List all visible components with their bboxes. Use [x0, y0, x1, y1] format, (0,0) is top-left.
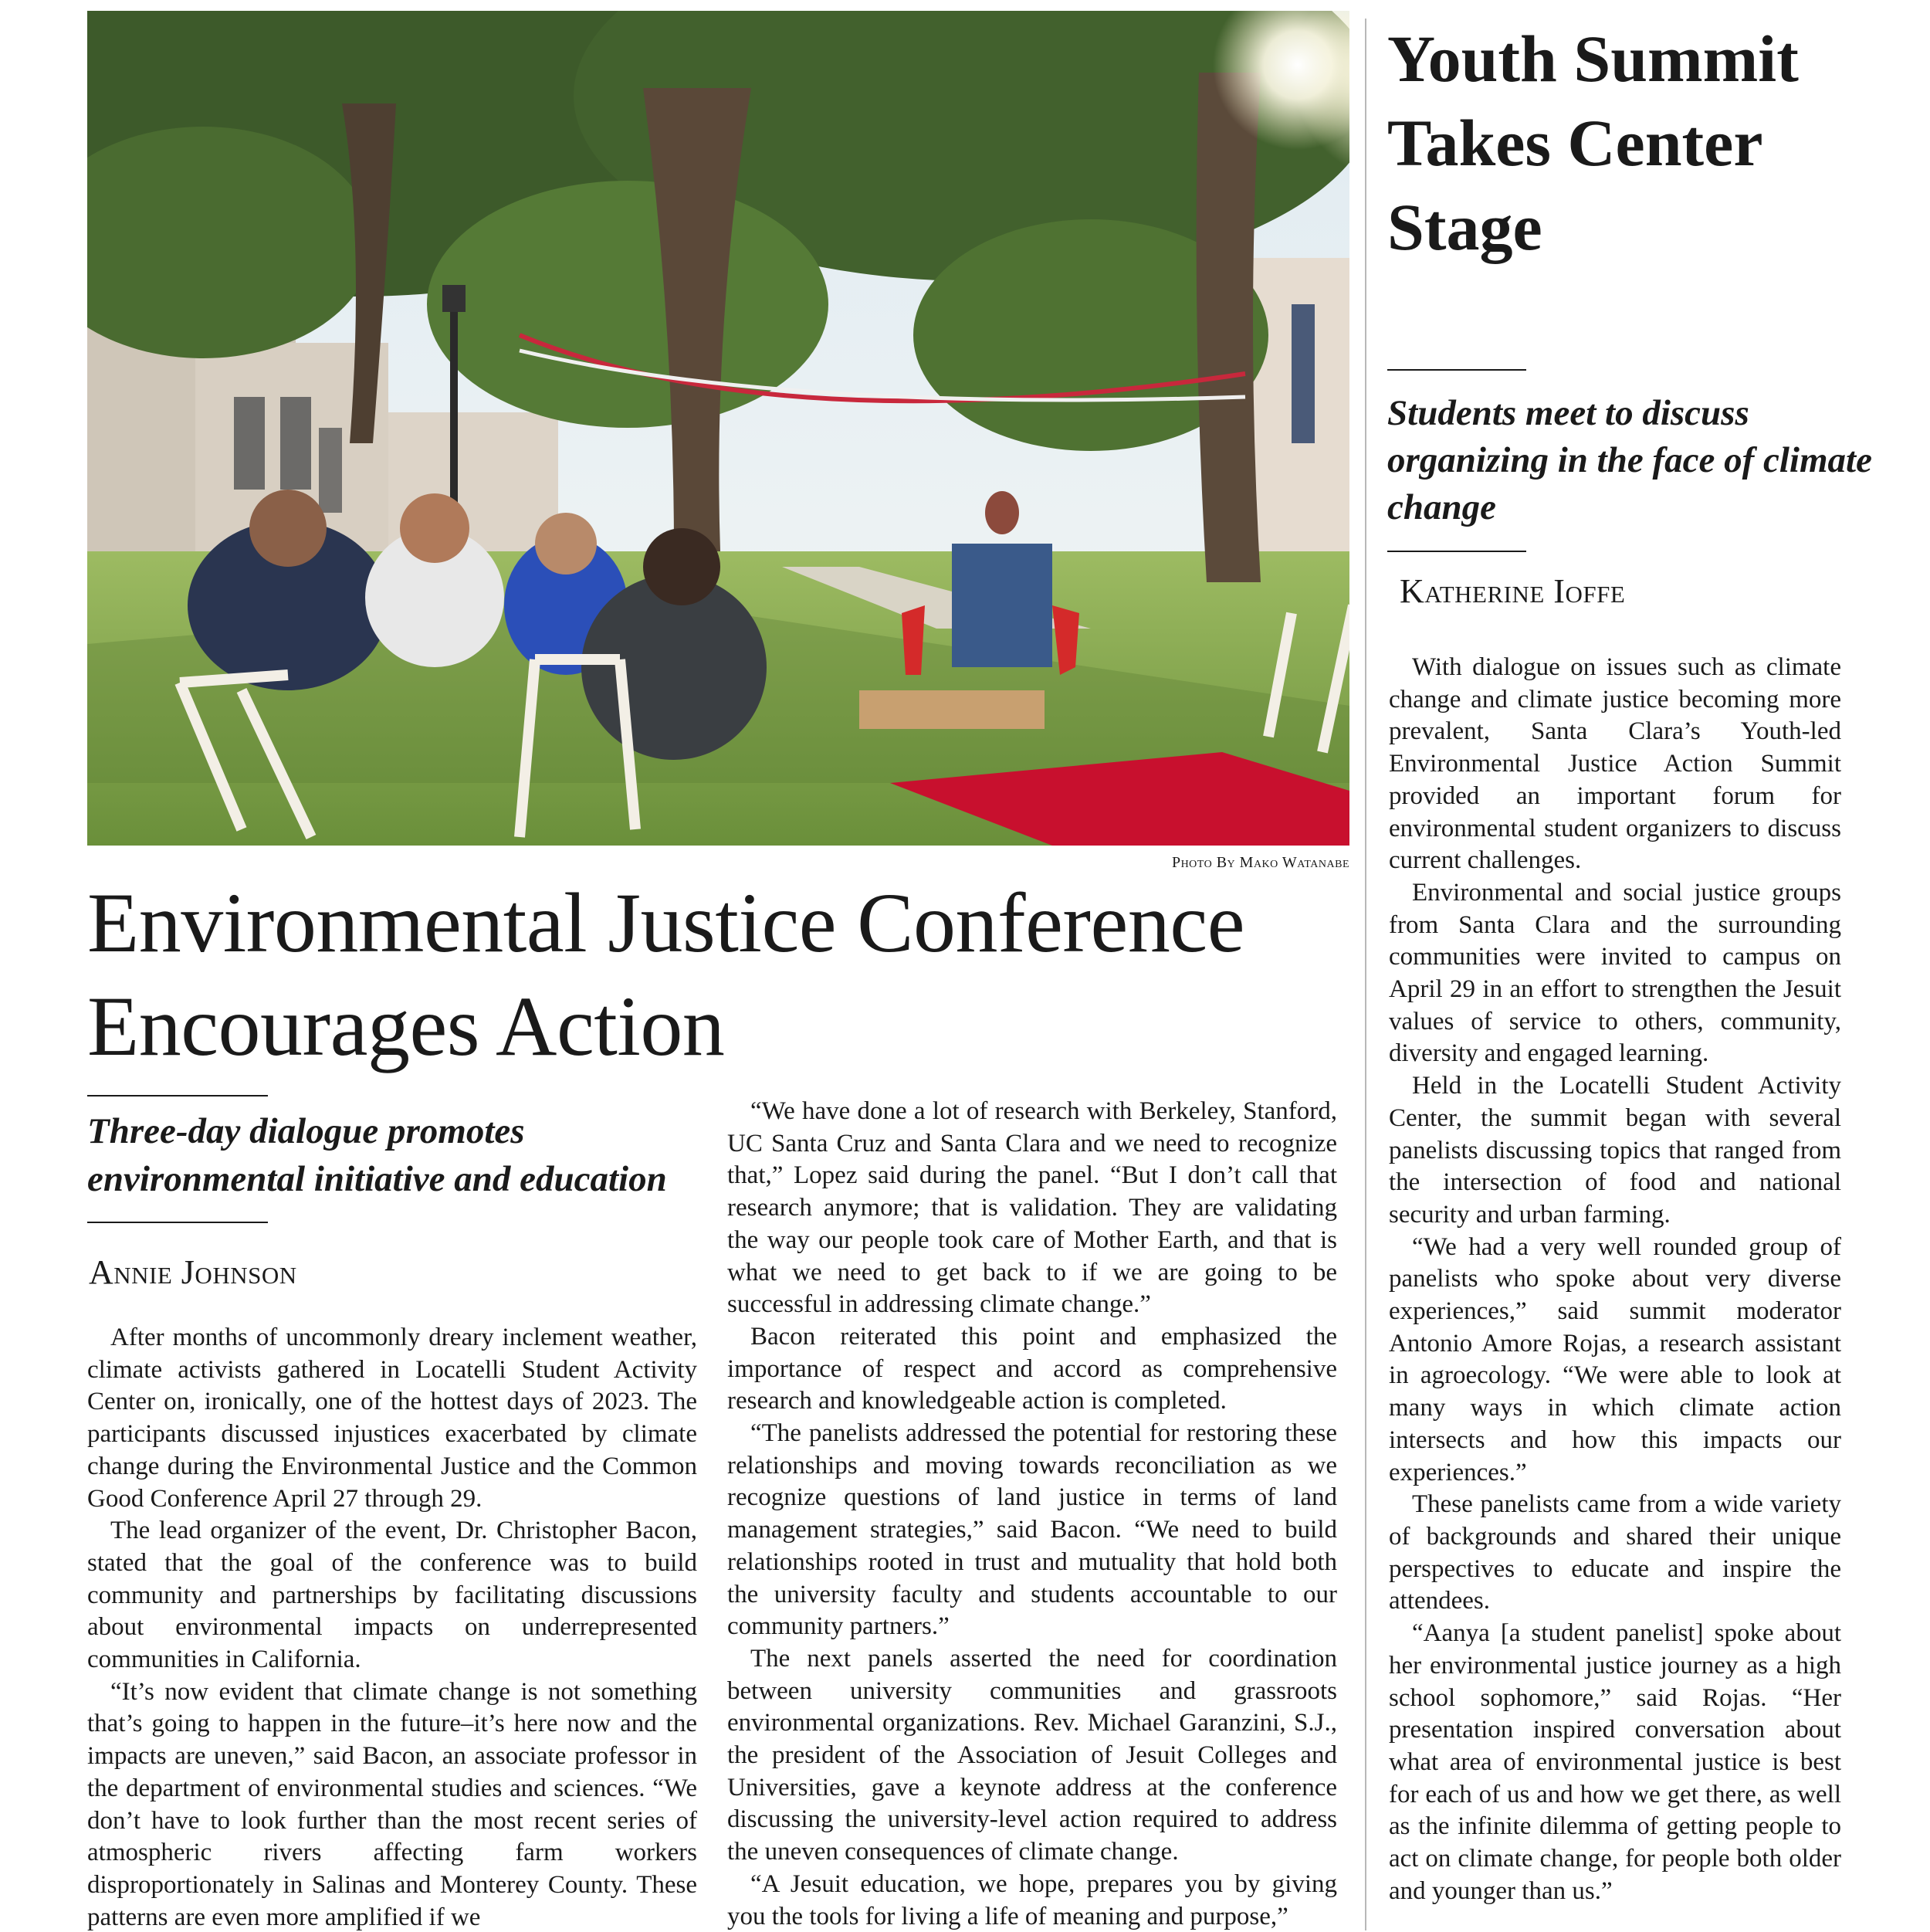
paragraph: Held in the Locatelli Student Activity Center, the summit began with several panelists discussing topics that ranged from the intersection of food and national security and urban farming. [1389, 1072, 1841, 1229]
side-article-column [1389, 652, 1841, 1932]
side-deck: Students meet to discuss organizing in the face of climate change [1387, 393, 1872, 527]
paragraph: After months of uncommonly dreary inclement weather, climate activists gathered in Locatelli Student Activity Center on, ironically, one of the hottest days of 2023. The participants discussed injustices exacerbated by climate change during the Environmental Justice and the Common Good Conference April 27 through 29. [87, 1324, 697, 1513]
deck-rule [1387, 551, 1526, 552]
paragraph: “We had a very well rounded group of panelists who spoke about very diverse experiences,” said summit moderator Antonio Amore Rojas, a research assistant in agroecology. “We were able to look at many ways in which climate action intersects and how this impacts our experiences.” [1389, 1232, 1841, 1486]
deck-rule [87, 1222, 268, 1223]
paragraph: Bacon reiterated this point and emphasized the importance of respect and accord as comprehensive research and knowledgeable action is completed. [727, 1322, 1337, 1415]
headline-rule [1387, 369, 1526, 371]
paragraph: The next panels asserted the need for coordination between university communities and grassroots environmental organizations. Rev. Michael Garanzini, S.J., the president of the Association of Jesuit Colleges and Universities, gave a keynote address at the conference discussing the university-level action required to address the uneven consequences of climate change. [727, 1644, 1337, 1866]
main-article-column-2 [727, 1096, 1337, 1932]
paragraph: “The panelists addressed the potential for restoring these relationships and moving towards reconciliation as we recognize questions of land justice in terms of land management strategies,” said Bacon. “We need to build relationships rooted in trust and mutuality that hold both the university faculty and students accountable to our community partners.” [727, 1419, 1337, 1641]
side-byline: Katherine Ioffe [1400, 572, 1626, 610]
paragraph: “A Jesuit education, we hope, prepares you by giving you the tools for living a life of meaning and purpose,” [727, 1869, 1337, 1930]
paragraph: These panelists came from a wide variety of backgrounds and shared their unique perspectives to educate and inspire the attendees. [1389, 1490, 1841, 1615]
photo-credit: Photo By Mako Watanabe [1171, 854, 1349, 871]
article-photo [87, 11, 1349, 846]
main-byline: Annie Johnson [89, 1253, 297, 1291]
paragraph: Environmental and social justice groups from Santa Clara and the surrounding communities were invited to campus on April 29 in an effort to strengthen the Jesuit values of service to others, community, diversity and engaged learning. [1389, 878, 1841, 1068]
main-headline: Environmental Justice Conference Encourages Action [87, 876, 1245, 1073]
paragraph: With dialogue on issues such as climate change and climate justice becoming more prevalent, Santa Clara’s Youth-led Environmental Justice Action Summit provided an important forum for environmental student organizers to discuss current challenges. [1389, 653, 1841, 875]
paragraph: The lead organizer of the event, Dr. Christopher Bacon, stated that the goal of the conference was to build community and partnerships by facilitating discussions about environmental impacts on underrepresented communities in California. [87, 1517, 697, 1674]
main-article-column-1 [87, 1322, 697, 1932]
paragraph: “Aanya [a student panelist] spoke about her environmental justice journey as a high school sophomore,” said Rojas. “Her presentation inspired conversation about what area of environmental justice is best for each of us and how we get there, as well as the infinite dilemma of getting people to act on climate change, for people both older and younger than us.” [1389, 1619, 1841, 1905]
main-deck: Three-day dialogue promotes environmental initiative and education [87, 1111, 667, 1199]
side-headline: Youth Summit Takes Center Stage [1387, 22, 1799, 264]
headline-rule [87, 1095, 268, 1096]
paragraph: “We have done a lot of research with Berkeley, Stanford, UC Santa Cruz and Santa Clara and we need to recognize that,” Lopez said during the panel. “But I don’t call that research anymore; that is validation. They are validating the way our people took care of Mother Earth, and that is what we need to get back to if we are going to be successful in addressing climate change.” [727, 1097, 1337, 1319]
outdoor-summit-photo-icon [87, 11, 1349, 846]
paragraph: “It’s now evident that climate change is not something that’s going to happen in the future–it’s here now and the impacts are uneven,” said Bacon, an associate professor in the department of environmental studies and sciences. “We don’t have to look further than the most recent series of atmospheric rivers affecting farm workers disproportionately in Salinas and Monterey County. These patterns are even more amplified if we [87, 1677, 697, 1931]
column-divider [1365, 19, 1366, 1930]
